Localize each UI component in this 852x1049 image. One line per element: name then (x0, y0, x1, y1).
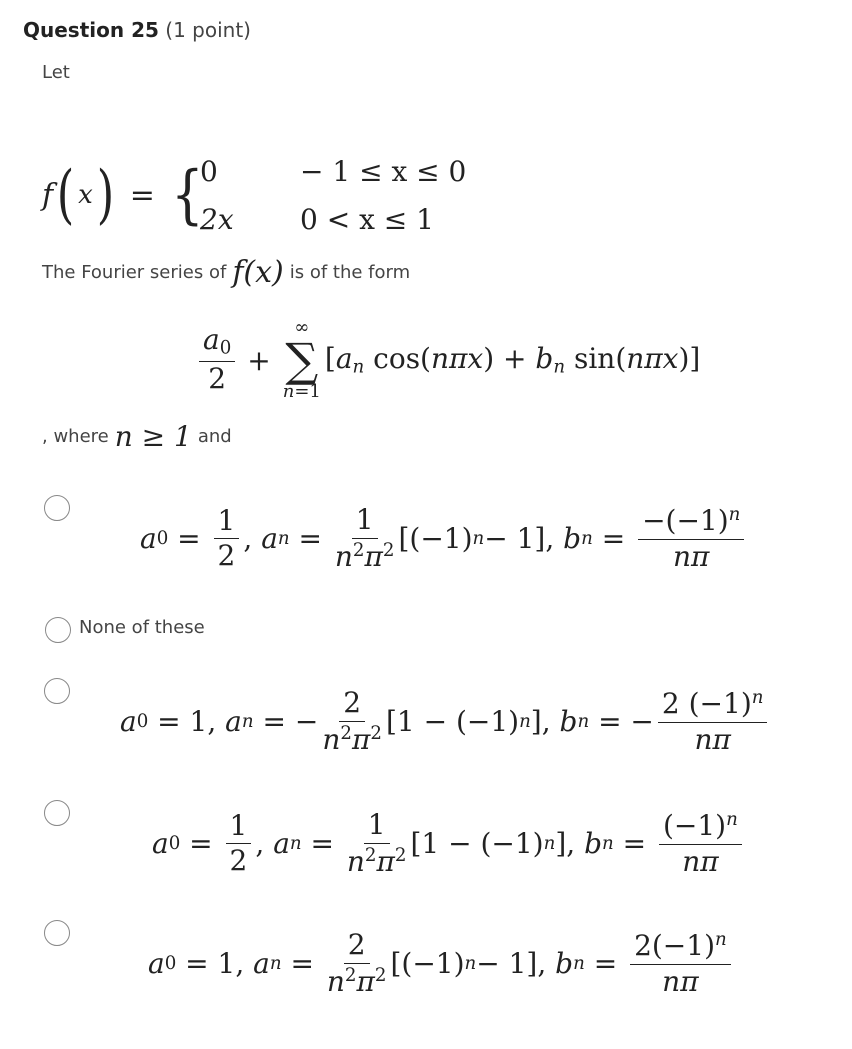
option-5-radio[interactable] (44, 920, 70, 946)
question-header (23, 18, 251, 42)
left-paren: ( (56, 158, 75, 232)
case2-value: 2x (200, 203, 234, 236)
summation: ∞ ∑ n=1 (282, 317, 321, 402)
option-3-radio[interactable] (44, 678, 70, 704)
piecewise-values (200, 152, 234, 248)
fourier-text-after: is of the form (289, 262, 411, 283)
option-4-radio[interactable] (44, 800, 70, 826)
right-paren: ) (96, 158, 114, 232)
function-name: f (42, 177, 54, 213)
fourier-form-equation: $\frac{a_0}{2}$ + ∞ ∑ n=1 [$a_n$ $\cos(n\pi x) + b_n$ sin(nπx)] (195, 310, 700, 410)
option-5-math: a 0 = 1, a n = $\frac{2}{n^2\pi^2}$ [(−1) n − 1], b n = $\frac{2(-1)^n}{n\pi}$ (148, 930, 735, 998)
case1-condition: − 1 ≤ x ≤ 0 (300, 155, 467, 188)
fourier-text-before: The Fourier series of (42, 262, 227, 283)
function-definition (42, 150, 208, 240)
option-2-radio[interactable] (45, 617, 71, 643)
fourier-inline-math: f(x) (232, 255, 284, 290)
equals-sign: = (129, 177, 155, 213)
piecewise-conditions (300, 152, 466, 248)
where-inline-math: n ≥ 1 (114, 420, 192, 453)
fourier-statement (42, 255, 410, 290)
question-intro: Let (42, 62, 70, 83)
case2-condition: 0 < x ≤ 1 (300, 203, 434, 236)
left-brace: { (170, 158, 204, 232)
where-text: , where (42, 426, 109, 447)
option-3-math: a 0 = 1, a n = − $\frac{2}{n^2\pi^2}$ [1 − (−1) n ], b n = − $\frac{2 (-1)^n}{n\pi}$ (120, 688, 771, 756)
option-1-radio[interactable] (44, 495, 70, 521)
option-2-label: None of these (79, 617, 205, 638)
a0-over-2: $\frac{a_0}{2}$ (199, 325, 235, 394)
option-4-math: a 0 = $\frac{1}{2}$ , a n = $\frac{1}{n^2\pi^2}$ [1 − (−1) n ], b n = $\frac{(-1)^n}{n\pi}$ (152, 810, 746, 878)
question-points: (1 point) (165, 18, 251, 42)
question-title: Question 25 (23, 18, 159, 42)
and-text: and (197, 426, 232, 447)
option-1-math: a 0 = $\frac{1}{2}$ , a n = $\frac{1}{n^2\pi^2}$ [(−1) n − 1], b n = $\frac{-(-1)^n}{n\pi}$ (140, 505, 748, 573)
case1-value: 0 (200, 155, 218, 188)
function-var: x (78, 180, 93, 210)
where-statement (42, 420, 232, 453)
